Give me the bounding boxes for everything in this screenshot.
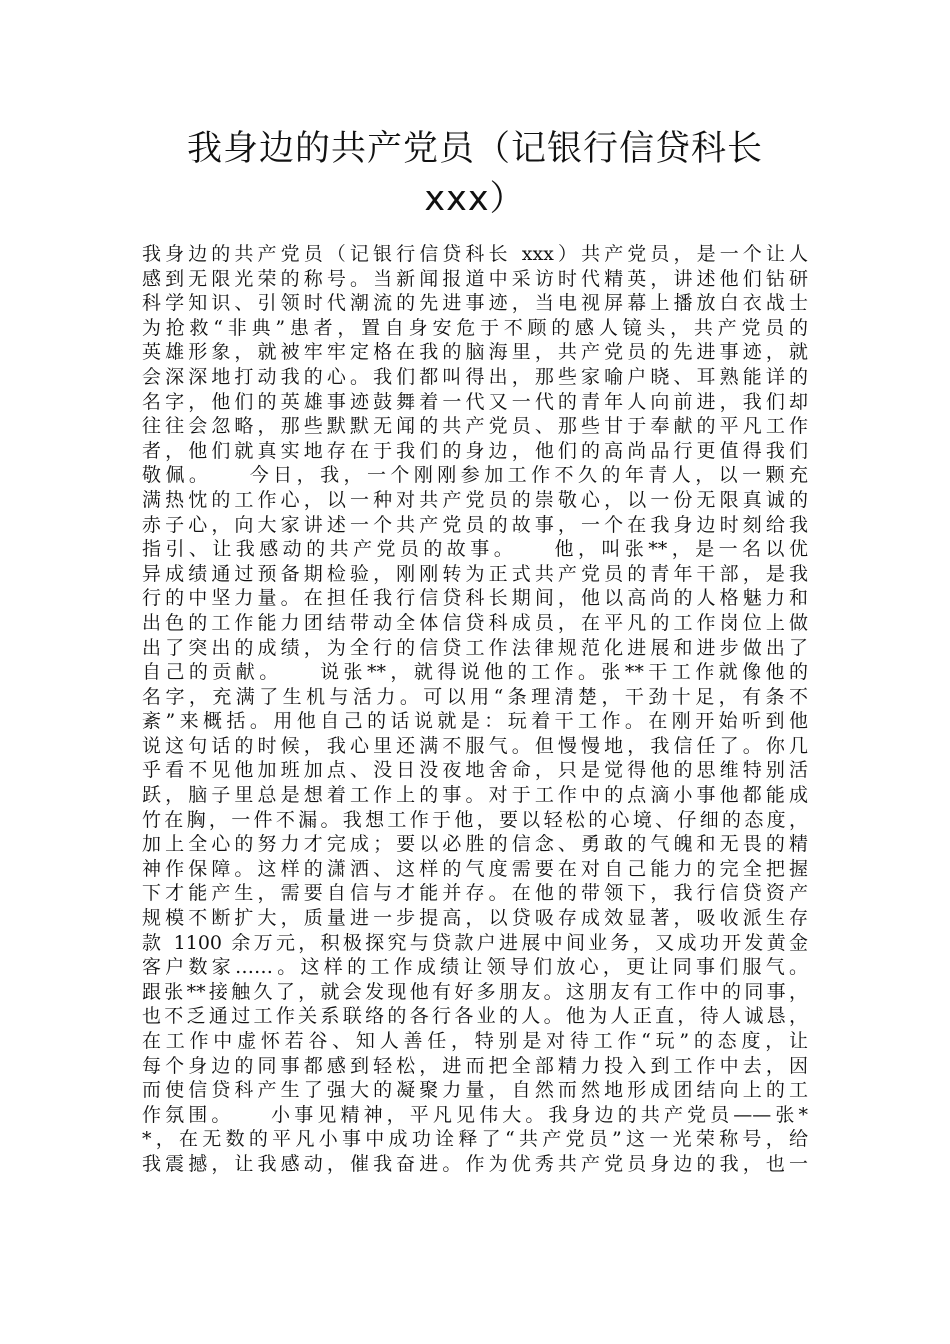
body-line: 为抢救“非典”患者，置自身安危于不顾的感人镜头，共产党员的	[142, 316, 808, 339]
body-line: 客户数家……。这样的工作成绩让领导们放心，更让同事们服气。	[142, 956, 808, 979]
body-line: 英雄形象，就被牢牢定格在我的脑海里，共产党员的先进事迹，就	[142, 341, 808, 364]
body-line: 名字，他们的英雄事迹鼓舞着一代又一代的青年人向前进，我们却	[142, 390, 808, 413]
body-line: 跃，脑子里总是想着工作上的事。对于工作中的点滴小事他都能成	[142, 784, 808, 807]
body-line: 也不乏通过工作关系联络的各行各业的人。他为人正直，待人诚恳，	[142, 1005, 808, 1028]
body-line: 说这句话的时候，我心里还满不服气。但慢慢地，我信任了。你几	[142, 734, 808, 757]
body-line: 自己的贡献。 说张**，就得说他的工作。张**干工作就像他的	[142, 661, 808, 684]
body-line: 敬佩。 今日，我，一个刚刚参加工作不久的年青人，以一颗充	[142, 464, 808, 487]
body-line: 我身边的共产党员（记银行信贷科长 xxx）共产党员，是一个让人	[142, 243, 808, 265]
body-line: 名字，充满了生机与活力。可以用“条理清楚，干劲十足，有条不	[142, 685, 808, 708]
document-body	[142, 242, 808, 1177]
body-line: 赤子心，向大家讲述一个共产党员的故事，一个在我身边时刻给我	[142, 513, 808, 536]
body-line: 而使信贷科产生了强大的凝聚力量，自然而然地形成团结向上的工	[142, 1079, 808, 1102]
body-line: 神作保障。这样的潇洒、这样的气度需要在对自己能力的完全把握	[142, 857, 808, 880]
body-line: 每个身边的同事都感到轻松，进而把全部精力投入到工作中去，因	[142, 1054, 808, 1077]
body-line: 作氛围。 小事见精神，平凡见伟大。我身边的共产党员——张*	[142, 1103, 808, 1126]
body-line: 行的中坚力量。在担任我行信贷科长期间，他以高尚的人格魅力和	[142, 587, 808, 610]
body-line: 指引、让我感动的共产党员的故事。 他，叫张**，是一名以优	[142, 538, 808, 561]
body-line: 满热忱的工作心，以一种对共产党员的崇敬心，以一份无限真诚的	[142, 488, 808, 511]
body-line: 乎看不见他加班加点、没日没夜地舍命，只是觉得他的思维特别活	[142, 759, 808, 782]
body-line: 加上全心的努力才完成；要以必胜的信念、勇敢的气魄和无畏的精	[142, 833, 808, 856]
body-line: 科学知识、引领时代潮流的先进事迹，当电视屏幕上播放白衣战士	[142, 292, 808, 315]
body-line: 异成绩通过预备期检验，刚刚转为正式共产党员的青年干部，是我	[142, 562, 808, 585]
body-line: 出了突出的成绩，为全行的信贷工作法律规范化进展和进步做出了	[142, 636, 808, 659]
body-line: 跟张**接触久了，就会发现他有好多朋友。这朋友有工作中的同事，	[142, 980, 808, 1003]
title-line-2: xxx）	[424, 179, 526, 219]
body-line: 感到无限光荣的称号。当新闻报道中采访时代精英，讲述他们钻研	[142, 267, 808, 290]
body-line: 紊”来概括。用他自己的话说就是：玩着干工作。在刚开始听到他	[142, 710, 808, 733]
body-line: 往往会忽略，那些默默无闻的共产党员、那些甘于奉献的平凡工作	[142, 415, 808, 438]
body-line: 者，他们就真实地存在于我们的身边，他们的高尚品行更值得我们	[142, 439, 808, 462]
document-title	[120, 124, 830, 224]
body-line: 在工作中虚怀若谷、知人善任，特别是对待工作“玩”的态度，让	[142, 1030, 808, 1052]
body-line: *，在无数的平凡小事中成功诠释了“共产党员”这一光荣称号，给	[142, 1128, 808, 1151]
title-line-1: 我身边的共产党员（记银行信贷科长	[186, 129, 763, 169]
body-line: 我震撼，让我感动，催我奋进。作为优秀共产党员身边的我，也一	[142, 1152, 808, 1175]
body-line: 出色的工作能力团结带动全体信贷科成员，在平凡的工作岗位上做	[142, 611, 808, 634]
body-line: 规模不断扩大，质量进一步提高，以贷吸存成效显著，吸收派生存	[142, 907, 808, 930]
body-line: 款 1100 余万元，积极探究与贷款户进展中间业务，又成功开发黄金	[142, 931, 808, 954]
body-line: 竹在胸，一件不漏。我想工作于他，要以轻松的心境、仔细的态度，	[142, 808, 808, 831]
body-line: 下才能产生，需要自信与才能并存。在他的带领下，我行信贷资产	[142, 882, 808, 905]
body-line: 会深深地打动我的心。我们都叫得出，那些家喻户晓、耳熟能详的	[142, 365, 808, 388]
